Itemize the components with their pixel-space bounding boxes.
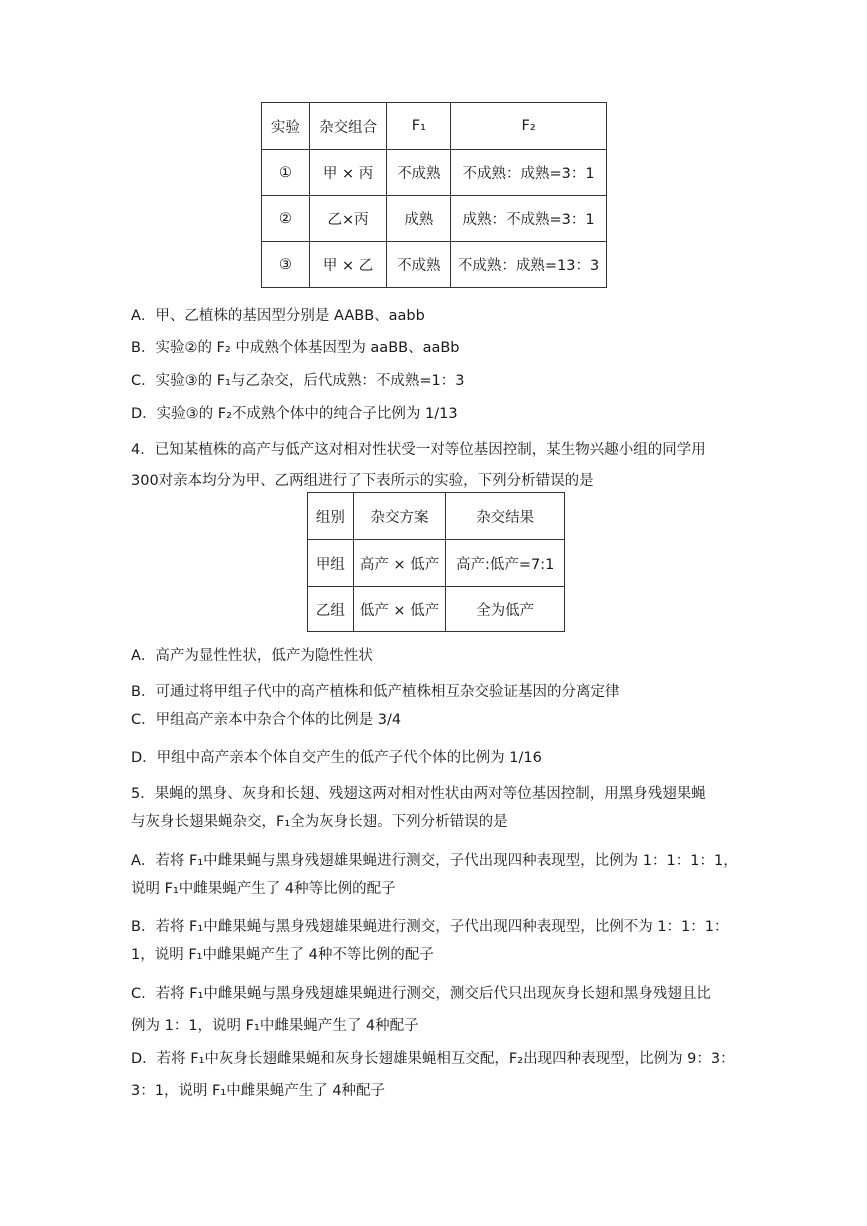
q5-option-d-line2: 3：1，说明 F₁中雌果蝇产生了 4种配子 (131, 1083, 386, 1099)
q3-option-c: C．实验③的 F₁与乙杂交，后代成熟：不成熟=1：3 (131, 373, 465, 389)
table-cell: 高产 × 低产 (353, 540, 446, 587)
table-cell: 高产:低产=7:1 (446, 540, 565, 587)
table-cell: 乙×丙 (309, 196, 387, 242)
table-cell: 低产 × 低产 (353, 587, 446, 632)
table-cell: 不成熟 (387, 150, 451, 196)
table-cell: 甲 × 乙 (309, 242, 387, 288)
q5-option-b-line2: 1，说明 F₁中雌果蝇产生了 4种不等比例的配子 (131, 947, 434, 963)
table-cell: 不成熟：成熟=13：3 (451, 242, 607, 288)
q5-stem-line1: 5．果蝇的黑身、灰身和长翅、残翅这两对相对性状由两对等位基因控制，用黑身残翅果蝇 (131, 786, 706, 802)
q5-option-b-line1: B．若将 F₁中雌果蝇与黑身残翅雄果蝇进行测交，子代出现四种表现型，比例不为 1：1：1： (131, 919, 729, 935)
table-header-row (308, 493, 565, 540)
table-cell: 成熟：不成熟=3：1 (451, 196, 607, 242)
table-header-cell: 杂交组合 (309, 103, 387, 150)
table-row (262, 196, 607, 242)
table-cell: 乙组 (308, 587, 354, 632)
table-header-cell: 实验 (262, 103, 310, 150)
table-row (308, 587, 565, 632)
q5-option-c-line1: C．若将 F₁中雌果蝇与黑身残翅雄果蝇进行测交，测交后代只出现灰身长翅和黑身残翅且比 (131, 986, 711, 1002)
table-cell: 不成熟：成熟=3：1 (451, 150, 607, 196)
table-cell: 甲 × 丙 (309, 150, 387, 196)
table-cell: 甲组 (308, 540, 354, 587)
q5-option-a-line2: 说明 F₁中雌果蝇产生了 4种等比例的配子 (131, 881, 396, 897)
cross-result-table (307, 492, 565, 632)
q3-option-a: A．甲、乙植株的基因型分别是 AABB、aabb (131, 308, 425, 324)
q4-option-b: B．可通过将甲组子代中的高产植株和低产植株相互杂交验证基因的分离定律 (131, 684, 620, 700)
table-header-row (262, 103, 607, 150)
q3-option-b: B．实验②的 F₂ 中成熟个体基因型为 aaBB、aaBb (131, 340, 460, 356)
q5-option-c-line2: 例为 1：1，说明 F₁中雌果蝇产生了 4种配子 (131, 1018, 419, 1034)
q4-stem-line1: 4．已知某植株的高产与低产这对相对性状受一对等位基因控制，某生物兴趣小组的同学用 (131, 442, 706, 458)
table-header-cell: F₁ (387, 103, 451, 150)
table-row (262, 242, 607, 288)
q4-option-d: D．甲组中高产亲本个体自交产生的低产子代个体的比例为 1/16 (131, 750, 542, 766)
q5-stem-line2: 与灰身长翅果蝇杂交，F₁全为灰身长翅。下列分析错误的是 (131, 814, 508, 830)
q4-stem-line2: 300对亲本均分为甲、乙两组进行了下表所示的实验，下列分析错误的是 (131, 473, 594, 489)
table-cell: 全为低产 (446, 587, 565, 632)
table-header-cell: 组别 (308, 493, 354, 540)
q4-option-a: A．高产为显性性状，低产为隐性性状 (131, 648, 373, 664)
experiment-table (261, 102, 607, 288)
table-cell: 成熟 (387, 196, 451, 242)
q4-option-c: C．甲组高产亲本中杂合个体的比例是 3/4 (131, 712, 402, 728)
table-header-cell: 杂交方案 (353, 493, 446, 540)
q5-option-a-line1: A．若将 F₁中雌果蝇与黑身残翅雄果蝇进行测交，子代出现四种表现型，比例为 1：1：1：1， (131, 853, 738, 869)
q3-option-d: D．实验③的 F₂不成熟个体中的纯合子比例为 1/13 (131, 406, 458, 422)
table-header-cell: 杂交结果 (446, 493, 565, 540)
table-cell: ① (262, 150, 310, 196)
table-header-cell: F₂ (451, 103, 607, 150)
q5-option-d-line1: D．若将 F₁中灰身长翅雌果蝇和灰身长翅雄果蝇相互交配，F₂出现四种表现型，比例为 9：3： (131, 1051, 735, 1067)
table-cell: 不成熟 (387, 242, 451, 288)
table-cell: ③ (262, 242, 310, 288)
table-row (262, 150, 607, 196)
table-row (308, 540, 565, 587)
table-cell: ② (262, 196, 310, 242)
